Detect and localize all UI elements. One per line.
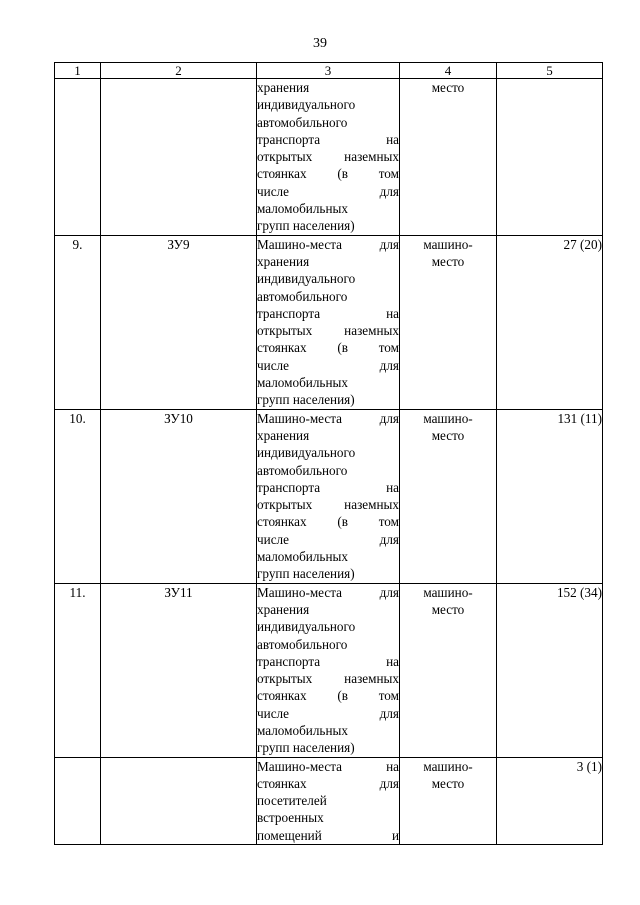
description-word: том <box>378 688 399 704</box>
description-line <box>257 200 399 217</box>
description-word: транспорта <box>257 653 321 669</box>
description-word: Машино-места <box>257 236 342 252</box>
description-word: на <box>386 758 399 774</box>
description-word: хранения <box>257 601 310 617</box>
parking-table <box>54 62 603 845</box>
description-cell <box>257 235 400 409</box>
row-number: 9. <box>72 236 83 252</box>
description-word: индивидуального <box>257 619 356 635</box>
description-line <box>257 305 399 322</box>
description-line <box>257 357 399 374</box>
description-line <box>257 131 399 148</box>
description-word: числе <box>257 183 289 199</box>
description-word: для <box>379 584 399 600</box>
unit-line: машино- <box>423 584 473 600</box>
description-word: индивидуального <box>257 97 356 113</box>
row-number-cell <box>55 583 101 757</box>
unit-cell <box>400 409 497 583</box>
description-line <box>257 410 399 427</box>
description-line <box>257 739 399 756</box>
description-word: хранения <box>257 80 310 95</box>
description-word: на <box>386 479 399 495</box>
unit-line: машино- <box>423 236 473 252</box>
description-line <box>257 653 399 670</box>
description-word: групп населения) <box>257 740 355 756</box>
description-word: стоянках <box>257 775 307 791</box>
description-word: транспорта <box>257 305 321 321</box>
description-line <box>257 548 399 565</box>
value: 3 (1) <box>576 758 602 774</box>
description-word: (в <box>337 340 348 356</box>
description-line <box>257 722 399 739</box>
value: 152 (34) <box>556 584 602 600</box>
description-line <box>257 79 399 96</box>
description-word: Машино-места <box>257 584 342 600</box>
description-word: хранения <box>257 253 310 269</box>
unit-line: место <box>431 427 465 443</box>
description-word: транспорта <box>257 479 321 495</box>
description-line <box>257 792 399 809</box>
description-word: наземных <box>344 323 399 339</box>
description-word: помещений <box>257 827 322 843</box>
description-word: хранения <box>257 427 310 443</box>
plot-code-cell <box>101 583 257 757</box>
value: 27 (20) <box>563 236 602 252</box>
description-word: маломобильных <box>257 722 348 738</box>
table-row <box>55 757 603 844</box>
description-line <box>257 827 399 844</box>
description-word: для <box>379 357 399 373</box>
description-word: и <box>391 827 399 843</box>
plot-code-cell <box>101 235 257 409</box>
description-line <box>257 618 399 635</box>
description-line <box>257 670 399 687</box>
unit-line: место <box>431 253 465 269</box>
description-word: Машино-места <box>257 410 342 426</box>
row-number-cell <box>55 409 101 583</box>
value-cell <box>497 79 603 236</box>
description-word: для <box>379 775 399 791</box>
unit-line: машино- <box>423 758 473 774</box>
unit-line: машино- <box>423 410 473 426</box>
description-line <box>257 531 399 548</box>
description-line <box>257 565 399 582</box>
plot-code: ЗУ10 <box>164 410 193 426</box>
description-word: открытых <box>257 323 313 339</box>
description-line <box>257 479 399 496</box>
description-word: автомобильного <box>257 288 348 304</box>
description-word: автомобильного <box>257 462 348 478</box>
description-line <box>257 444 399 461</box>
description-line <box>257 513 399 530</box>
table-row <box>55 79 603 236</box>
description-word: числе <box>257 705 289 721</box>
unit-line: место <box>431 601 465 617</box>
description-word: стоянках <box>257 514 307 530</box>
description-word: на <box>386 653 399 669</box>
description-line <box>257 496 399 513</box>
description-line <box>257 183 399 200</box>
table-header-row <box>55 63 603 79</box>
description-line <box>257 217 399 234</box>
row-number-cell <box>55 757 101 844</box>
plot-code-cell <box>101 409 257 583</box>
description-word: посетителей <box>257 793 327 809</box>
description-line <box>257 236 399 253</box>
header-col-2: 2 <box>101 63 257 79</box>
unit-cell <box>400 757 497 844</box>
description-word: индивидуального <box>257 445 356 461</box>
table-row <box>55 235 603 409</box>
description-word: для <box>379 531 399 547</box>
unit-line: место <box>431 775 465 791</box>
description-word: для <box>379 705 399 721</box>
description-line <box>257 374 399 391</box>
description-word: числе <box>257 531 289 547</box>
description-line <box>257 462 399 479</box>
row-number: 10. <box>69 410 86 426</box>
description-line <box>257 391 399 408</box>
description-cell <box>257 409 400 583</box>
plot-code-cell <box>101 79 257 236</box>
row-number: 11. <box>69 584 86 600</box>
description-word: транспорта <box>257 131 321 147</box>
description-word: маломобильных <box>257 375 348 391</box>
header-col-3: 3 <box>257 63 400 79</box>
description-line <box>257 584 399 601</box>
plot-code: ЗУ9 <box>167 236 190 252</box>
description-line <box>257 705 399 722</box>
description-word: наземных <box>344 497 399 513</box>
description-line <box>257 809 399 826</box>
unit-cell <box>400 79 497 236</box>
table-row <box>55 583 603 757</box>
description-cell <box>257 79 400 236</box>
description-word: наземных <box>344 149 399 165</box>
description-word: стоянках <box>257 166 307 182</box>
unit-cell <box>400 235 497 409</box>
value-cell <box>497 757 603 844</box>
description-word: групп населения) <box>257 218 355 234</box>
description-word: том <box>378 514 399 530</box>
description-word: открытых <box>257 497 313 513</box>
description-word: (в <box>337 514 348 530</box>
description-line <box>257 96 399 113</box>
description-line <box>257 758 399 775</box>
description-word: том <box>378 166 399 182</box>
description-cell <box>257 757 400 844</box>
description-line <box>257 253 399 270</box>
description-line <box>257 114 399 131</box>
description-word: открытых <box>257 149 313 165</box>
description-word: групп населения) <box>257 392 355 408</box>
description-line <box>257 322 399 339</box>
description-word: автомобильного <box>257 636 348 652</box>
description-word: для <box>379 410 399 426</box>
description-line <box>257 636 399 653</box>
description-word: Машино-места <box>257 758 342 774</box>
unit-cell <box>400 583 497 757</box>
description-word: для <box>379 236 399 252</box>
description-word: маломобильных <box>257 201 348 217</box>
description-line <box>257 339 399 356</box>
description-word: стоянках <box>257 340 307 356</box>
page-number: 39 <box>313 36 327 51</box>
value-cell <box>497 409 603 583</box>
description-word: маломобильных <box>257 549 348 565</box>
description-line <box>257 601 399 618</box>
value-cell <box>497 235 603 409</box>
description-line <box>257 270 399 287</box>
description-word: открытых <box>257 671 313 687</box>
description-cell <box>257 583 400 757</box>
description-word: наземных <box>344 671 399 687</box>
plot-code-cell <box>101 757 257 844</box>
description-word: автомобильного <box>257 114 348 130</box>
description-word: индивидуального <box>257 271 356 287</box>
unit-line: место <box>431 80 465 95</box>
description-word: (в <box>337 688 348 704</box>
header-col-5: 5 <box>497 63 603 79</box>
description-line <box>257 288 399 305</box>
description-line <box>257 148 399 165</box>
description-word: числе <box>257 357 289 373</box>
description-word: на <box>386 131 399 147</box>
header-col-1: 1 <box>55 63 101 79</box>
value-cell <box>497 583 603 757</box>
description-line <box>257 775 399 792</box>
description-word: стоянках <box>257 688 307 704</box>
description-word: для <box>379 183 399 199</box>
description-line <box>257 427 399 444</box>
description-line <box>257 687 399 704</box>
value: 131 (11) <box>557 410 602 426</box>
description-word: (в <box>337 166 348 182</box>
header-col-4: 4 <box>400 63 497 79</box>
description-word: встроенных <box>257 810 324 826</box>
table-body <box>55 79 603 845</box>
description-word: групп населения) <box>257 566 355 582</box>
description-line <box>257 165 399 182</box>
plot-code: ЗУ11 <box>164 584 193 600</box>
table-row <box>55 409 603 583</box>
row-number-cell <box>55 235 101 409</box>
description-word: на <box>386 305 399 321</box>
row-number-cell <box>55 79 101 236</box>
description-word: том <box>378 340 399 356</box>
